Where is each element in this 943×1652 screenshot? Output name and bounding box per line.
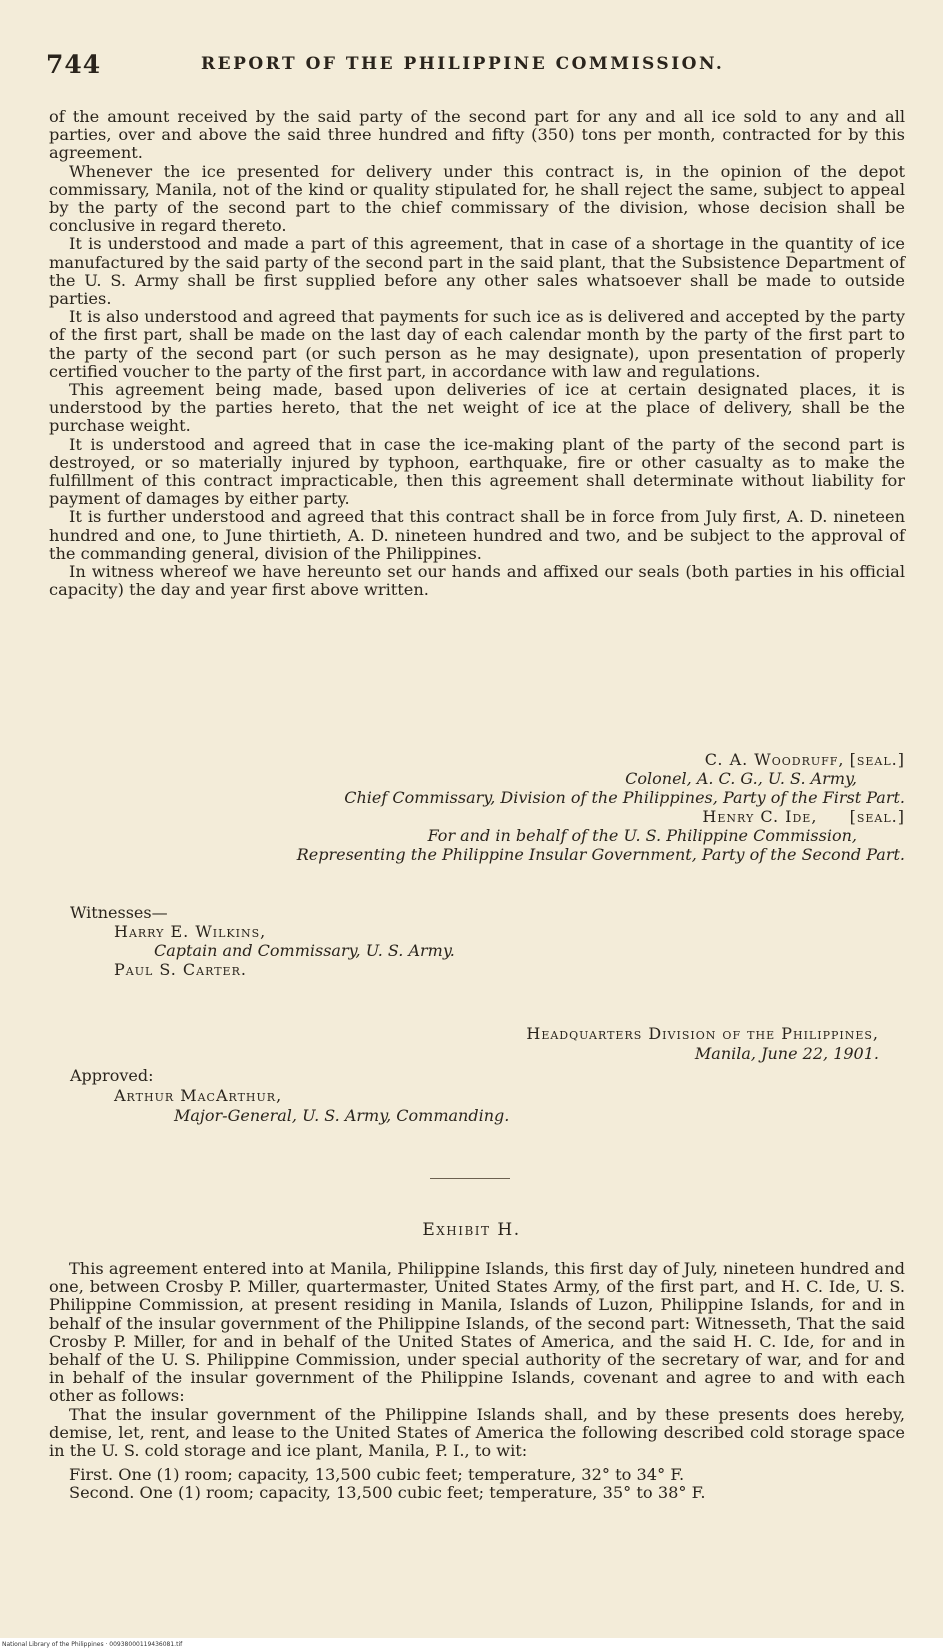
paragraph: Second. One (1) room; capacity, 13,500 cubic feet; temperature, 35° to 38° F. [69, 1483, 706, 1503]
witness-1-title: Captain and Commissary, U. S. Army. [154, 941, 455, 960]
signature-1-name: C. A. Woodruff, [704, 750, 845, 769]
paragraph: It is understood and agreed that in case the ice-making plant of the party of the second part is destroyed, or so materially injured by typhoon, earthquake, fire or other casualty as to make the fulfillment of this contract impracticable, then this agreement shall determinate without liability for payment of damages by either party. [49, 434, 905, 509]
signature-2-role: Representing the Philippine Insular Government, Party of the Second Part. [296, 845, 905, 864]
signature-2-title: For and in behalf of the U. S. Philippine Commission, [427, 826, 857, 845]
witnesses-label: Witnesses— [70, 903, 168, 922]
paragraph: In witness whereof we have hereunto set our hands and affixed our seals (both parties in his official capacity) the day and year first above written. [49, 562, 905, 600]
headquarters-date: Manila, June 22, 1901. [694, 1044, 879, 1063]
paragraph: It is also understood and agreed that payments for such ice as is delivered and accepted by the party of the first part, shall be made on the last day of each calendar month by the party of the first part to the party of the second part (or such person as he may designate), upon presentation of properly certified voucher to the party of the first part, in accordance with law and regulations. [49, 307, 905, 381]
running-head: REPORT OF THE PHILIPPINE COMMISSION. [201, 54, 725, 74]
paragraph: of the amount received by the said party of the second part for any and all ice sold to any and all parties, over and above the said three hundred and fifty (350) tons per month, contracted for by this agreement. [49, 107, 905, 163]
approval-block [70, 1066, 509, 1126]
witness-1-name: Harry E. Wilkins, [114, 922, 267, 941]
paragraph: It is further understood and agreed that this contract shall be in force from July first, A. D. nineteen hundred and one, to June thirtieth, A. D. nineteen hundred and two, and be subject to the approval of the commanding general, division of the Philippines. [49, 507, 905, 563]
headquarters-line: Headquarters Division of the Philippines, [526, 1024, 879, 1043]
page-header [46, 50, 906, 86]
witness-2-name: Paul S. Carter. [114, 960, 247, 979]
approver-name: Arthur MacArthur, [114, 1086, 283, 1105]
page-number: 744 [46, 50, 102, 79]
witnesses-block [70, 903, 455, 979]
section-divider [430, 1178, 510, 1179]
paragraph: This agreement entered into at Manila, Philippine Islands, this first day of July, nineteen hundred and one, between Crosby P. Miller, quartermaster, United States Army, of the first part, and H. C. Ide, U. S. Philippine Commission, at present residing in Manila, Islands of Luzon, Philippine Islands, for and in behalf of the insular government of the Philippine Islands, of the second part: Witnesseth, That the said Crosby P. Miller, for and in behalf of the United States of America, and the said H. C. Ide, for and in behalf of the U. S. Philippine Commission, under special authority of the secretary of war, and for and in behalf of the insular government of the Philippine Islands, covenant and agree to and with each other as follows: [49, 1259, 905, 1406]
signature-block [49, 750, 905, 864]
paragraph: Whenever the ice presented for delivery under this contract is, in the opinion of the depot commissary, Manila, not of the kind or quality stipulated for, he shall reject the same, subject to appeal by the party of the second part to the chief commissary of the division, whose decision shall be conclusive in regard thereto. [49, 161, 905, 236]
approver-title: Major-General, U. S. Army, Commanding. [174, 1106, 510, 1125]
signature-1-role: Chief Commissary, Division of the Philippines, Party of the First Part. [344, 788, 905, 807]
seal-mark: [seal.] [849, 750, 905, 769]
exhibit-body [49, 1260, 905, 1503]
signature-2-name: Henry C. Ide, [702, 807, 818, 826]
approved-label: Approved: [70, 1066, 154, 1085]
paragraph: It is understood and made a part of this agreement, that in case of a shortage in the quantity of ice manufactured by the said party of the second part in the said plant, that the Subsistence Department of the U. S. Army shall be first supplied before any other sales whatsoever shall be made to outside parties. [49, 234, 905, 309]
seal-mark: [seal.] [849, 807, 905, 826]
contract-body [49, 108, 905, 599]
signature-1-title: Colonel, A. C. G., U. S. Army, [625, 769, 857, 788]
signature-2-name-line [49, 807, 905, 826]
scan-footer: National Library of the Philippines · 00938000119436081.tif [0, 1638, 943, 1652]
paragraph: First. One (1) room; capacity, 13,500 cubic feet; temperature, 32° to 34° F. [69, 1465, 685, 1485]
exhibit-title: Exhibit H. [422, 1220, 521, 1240]
signature-1-name-line [49, 750, 905, 769]
headquarters-block [526, 1024, 879, 1064]
paragraph: This agreement being made, based upon deliveries of ice at certain designated places, it is understood by the parties hereto, that the net weight of ice at the place of delivery, shall be the purchase weight. [49, 380, 905, 436]
paragraph: That the insular government of the Philippine Islands shall, and by these presents does hereby, demise, let, rent, and lease to the United States of America the following described cold storage space in the U. S. cold storage and ice plant, Manila, P. I., to wit: [49, 1404, 905, 1461]
